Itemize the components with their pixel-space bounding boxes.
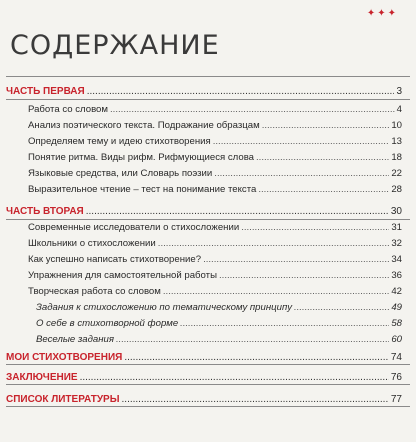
leader-dots — [214, 168, 389, 180]
leader-dots — [258, 184, 389, 196]
toc-entry-page: 18 — [391, 152, 402, 163]
toc-entry[interactable] — [6, 152, 402, 164]
toc-entry-label: Упражнения для самостоятельной работы — [28, 270, 217, 281]
toc-entry[interactable] — [6, 136, 402, 148]
toc-entry-page: 10 — [391, 120, 402, 131]
toc-part-1[interactable] — [6, 86, 402, 98]
toc-section-page: 76 — [390, 372, 402, 383]
toc-entry-page: 34 — [391, 254, 402, 265]
toc-entry[interactable] — [6, 238, 402, 250]
toc-entry-page: 31 — [391, 222, 402, 233]
toc-subentry-page: 49 — [391, 302, 402, 313]
toc-entry[interactable] — [6, 254, 402, 266]
toc-entry-label: Как успешно написать стихотворение? — [28, 254, 202, 265]
leader-dots — [241, 222, 389, 234]
toc-section-page: 74 — [390, 352, 402, 363]
toc-entry-label: Современные исследователи о стихосложении — [28, 222, 240, 233]
part-1-divider — [6, 99, 410, 100]
toc-entry-page: 4 — [396, 104, 402, 115]
toc-part-1-label: ЧАСТЬ ПЕРВАЯ — [6, 86, 85, 97]
toc-entry[interactable] — [6, 168, 402, 180]
leader-dots — [86, 206, 389, 218]
toc-entry-page: 13 — [391, 136, 402, 147]
toc-subentry-label: О себе в стихотворной форме — [36, 318, 179, 329]
toc-section-references[interactable] — [6, 394, 402, 406]
toc-entry-label: Выразительное чтение – тест на понимание текста — [28, 184, 257, 195]
decorative-stars-icon: ✦✦✦ — [366, 8, 398, 19]
toc-section-label: ЗАКЛЮЧЕНИЕ — [6, 372, 78, 383]
toc-entry-label: Языковые средства, или Словарь поэзии — [28, 168, 213, 179]
leader-dots — [80, 372, 389, 384]
leader-dots — [256, 152, 389, 164]
toc-section-poems[interactable] — [6, 352, 402, 364]
leader-dots — [87, 86, 395, 98]
toc-entry-label: Работа со словом — [28, 104, 108, 115]
toc-subentry[interactable] — [6, 302, 402, 314]
toc-entry-label: Школьники о стихосложении — [28, 238, 156, 249]
toc-entry-page: 32 — [391, 238, 402, 249]
leader-dots — [158, 238, 390, 250]
leader-dots — [110, 104, 395, 116]
toc-part-2-page: 30 — [390, 206, 402, 217]
leader-dots — [180, 318, 389, 330]
toc-entry-page: 28 — [391, 184, 402, 195]
toc-entry[interactable] — [6, 120, 402, 132]
toc-entry[interactable] — [6, 222, 402, 234]
toc-entry[interactable] — [6, 184, 402, 196]
leader-dots — [219, 270, 389, 282]
toc-part-2-label: ЧАСТЬ ВТОРАЯ — [6, 206, 84, 217]
leader-dots — [213, 136, 390, 148]
part-2-divider — [6, 219, 410, 220]
toc-subentry-page: 58 — [391, 318, 402, 329]
toc-part-1-page: 3 — [396, 86, 402, 97]
toc-entry[interactable] — [6, 270, 402, 282]
toc-entry-page: 22 — [391, 168, 402, 179]
toc-entry[interactable] — [6, 286, 402, 298]
toc-entry-label: Понятие ритма. Виды рифм. Рифмующиеся слова — [28, 152, 255, 163]
toc-entry-page: 42 — [391, 286, 402, 297]
toc-subentry[interactable] — [6, 334, 402, 346]
leader-dots — [124, 352, 389, 364]
toc-subentry-label: Веселые задания — [36, 334, 114, 345]
title-divider — [6, 76, 410, 77]
toc-section-conclusion[interactable] — [6, 372, 402, 384]
toc-entry-label: Анализ поэтического текста. Подражание образцам — [28, 120, 260, 131]
toc-entry-page: 36 — [391, 270, 402, 281]
leader-dots — [262, 120, 390, 132]
toc-section-label: МОИ СТИХОТВОРЕНИЯ — [6, 352, 123, 363]
leader-dots — [294, 302, 389, 314]
toc-section-page: 77 — [390, 394, 402, 405]
leader-dots — [122, 394, 389, 406]
toc-part-2[interactable] — [6, 206, 402, 218]
toc-subentry-label: Задания к стихосложению по тематическому принципу — [36, 302, 293, 313]
toc-subentry-page: 60 — [391, 334, 402, 345]
toc-entry-label: Творческая работа со словом — [28, 286, 161, 297]
toc-section-label: СПИСОК ЛИТЕРАТУРЫ — [6, 394, 120, 405]
leader-dots — [116, 334, 389, 346]
section-divider — [6, 364, 410, 365]
section-divider — [6, 406, 410, 407]
toc-entry-label: Определяем тему и идею стихотворения — [28, 136, 211, 147]
toc-subentry[interactable] — [6, 318, 402, 330]
section-divider — [6, 384, 410, 385]
leader-dots — [163, 286, 389, 298]
leader-dots — [203, 254, 389, 266]
page-title: СОДЕРЖАНИЕ — [10, 30, 220, 61]
toc-entry[interactable] — [6, 104, 402, 116]
